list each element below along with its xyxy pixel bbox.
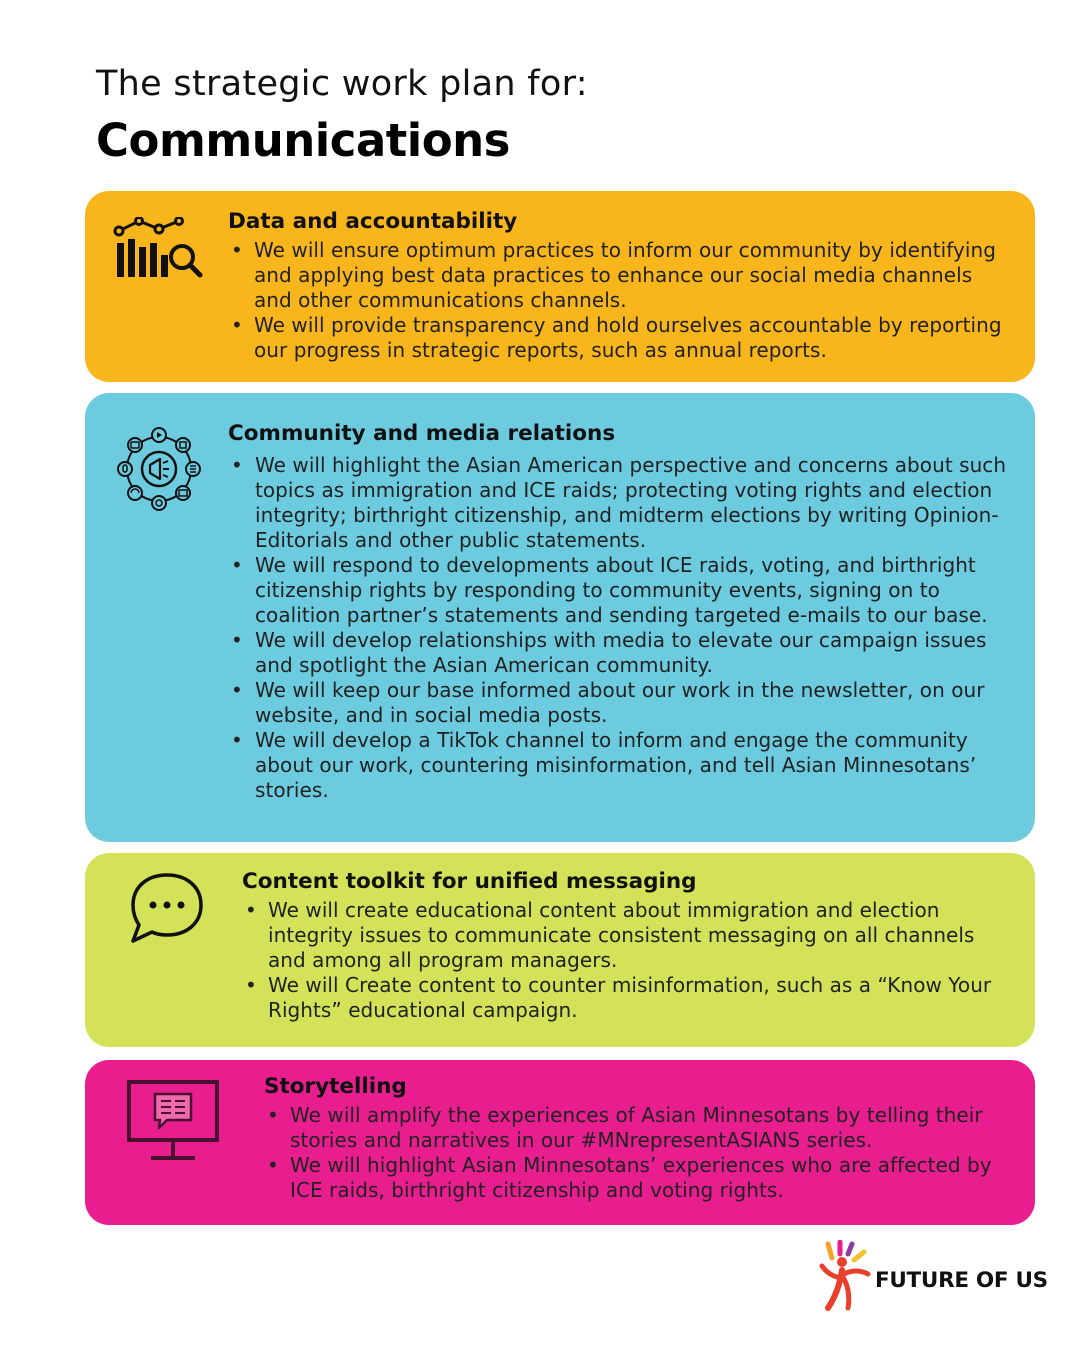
bullet-item: • We will ensure optimum practices to inform our community by identifying and applying best data practices to enhance our social media channels and other communications channels. [228, 238, 1013, 313]
section-body [242, 869, 1013, 1023]
monitor-message-icon [125, 1078, 221, 1168]
section-title: Community and media relations [228, 421, 616, 446]
section-title: Data and accountability [228, 209, 518, 234]
bullet-item: • We will respond to developments about ICE raids, voting, and birthright citizenship rights by responding to community events, signing on to coalition partner’s statements and sending targeted e-mails to our base. [228, 553, 1013, 628]
section-content-toolkit [85, 853, 1035, 1047]
bullet-item: • We will keep our base informed about our work in the newsletter, on our website, and in social media posts. [228, 678, 1013, 728]
page-title: Communications [96, 114, 510, 167]
bullet-list [228, 453, 1013, 803]
brand-name: FUTURE OF US [875, 1268, 1048, 1293]
bullet-item: • We will Create content to counter misinformation, such as a “Know Your Rights” educational campaign. [242, 973, 1013, 1023]
bullet-item: • We will develop a TikTok channel to inform and engage the community about our work, countering misinformation, and tell Asian Minnesotans’ stories. [228, 728, 1013, 803]
bullet-item: • We will amplify the experiences of Asian Minnesotans by telling their stories and narratives in our #MNrepresentASIANS series. [264, 1103, 1013, 1153]
section-body [264, 1074, 1013, 1203]
section-community-media-relations [85, 393, 1035, 842]
section-body [228, 209, 1013, 363]
section-body [228, 421, 1013, 803]
section-title: Storytelling [264, 1074, 407, 1099]
page-heading [96, 64, 588, 167]
section-data-accountability [85, 191, 1035, 382]
chat-bubble-icon [125, 869, 209, 953]
bullet-item: • We will create educational content about immigration and election integrity issues to communicate consistent messaging on all channels and among all program managers. [242, 898, 1013, 973]
future-of-us-logo-icon [818, 1240, 876, 1316]
bullet-item: • We will provide transparency and hold ourselves accountable by reporting our progress in strategic reports, such as annual reports. [228, 313, 1013, 363]
page-subtitle: The strategic work plan for: [96, 64, 588, 104]
bullet-item: • We will develop relationships with media to elevate our campaign issues and spotlight the Asian American community. [228, 628, 1013, 678]
bullet-item: • We will highlight the Asian American perspective and concerns about such topics as immigration and ICE raids; protecting voting rights and election integrity; birthright citizenship, and midterm elections by writing Opinion-Editorials and other public statements. [228, 453, 1013, 553]
section-title: Content toolkit for unified messaging [242, 869, 697, 894]
data-analytics-icon [113, 217, 205, 283]
media-network-icon [113, 423, 205, 519]
brand-footer [818, 1240, 1048, 1312]
bullet-list [228, 238, 1013, 363]
bullet-item: • We will highlight Asian Minnesotans’ experiences who are affected by ICE raids, birthright citizenship and voting rights. [264, 1153, 1013, 1203]
section-storytelling [85, 1060, 1035, 1225]
bullet-list [264, 1103, 1013, 1203]
bullet-list [242, 898, 1013, 1023]
